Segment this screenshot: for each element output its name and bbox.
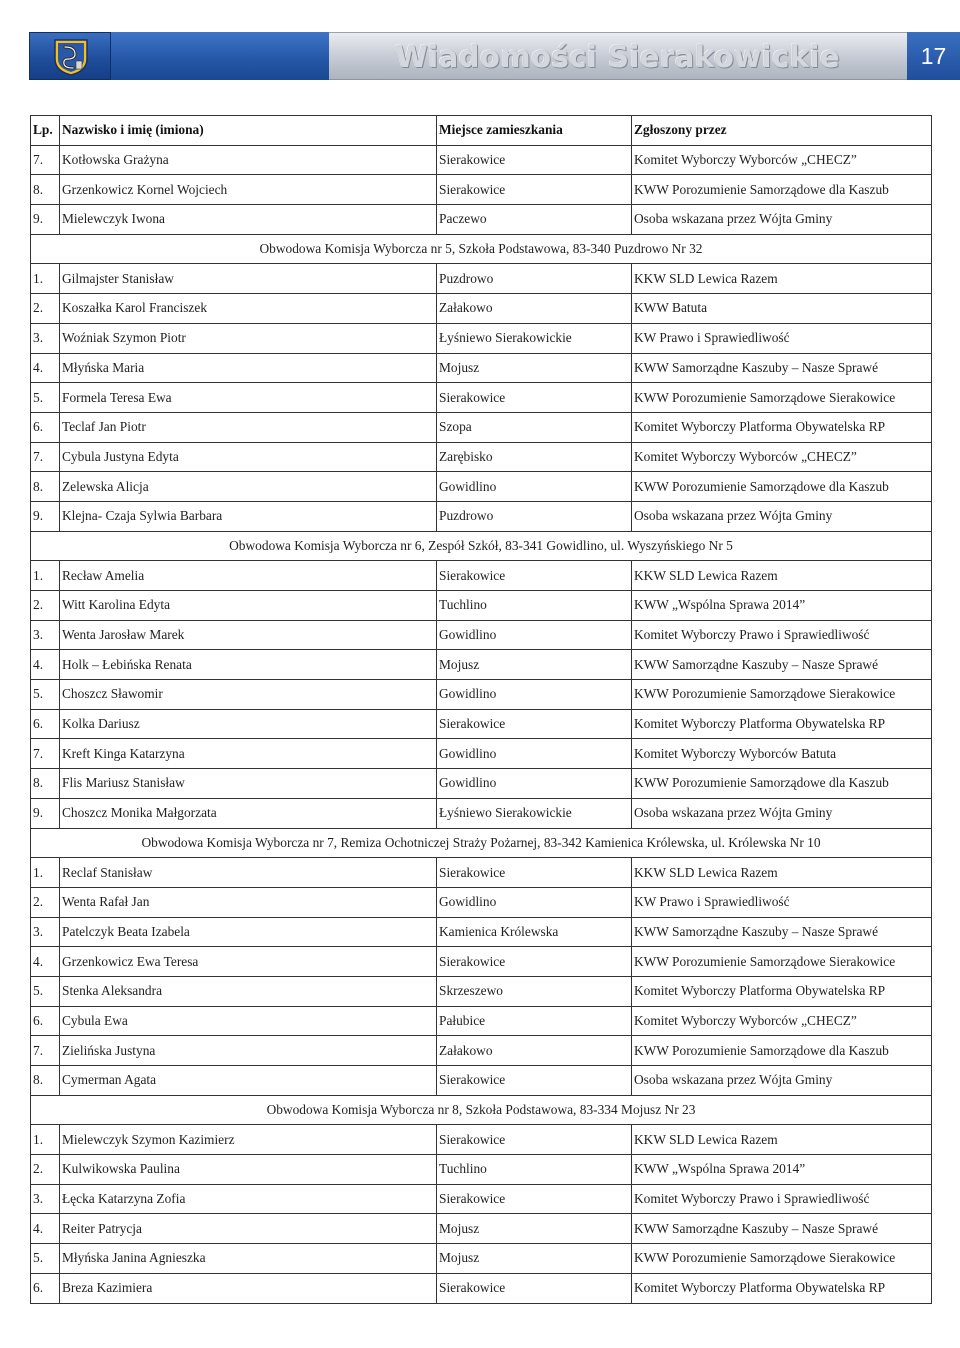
table-row bbox=[31, 947, 932, 977]
cell-nominated-by: KWW Batuta bbox=[632, 294, 932, 324]
cell-residence: Gowidlino bbox=[437, 472, 632, 502]
cell-nominated-by: Komitet Wyborczy Wyborców „CHECZ” bbox=[632, 442, 932, 472]
cell-lp: 7. bbox=[31, 145, 60, 175]
cell-residence: Gowidlino bbox=[437, 680, 632, 710]
cell-residence: Łyśniewo Sierakowickie bbox=[437, 323, 632, 353]
cell-residence: Załakowo bbox=[437, 294, 632, 324]
commission-title: Obwodowa Komisja Wyborcza nr 7, Remiza Ochotniczej Straży Pożarnej, 83-342 Kamienica Królewska, ul. Królewska Nr 10 bbox=[31, 828, 932, 858]
cell-name: Kreft Kinga Katarzyna bbox=[60, 739, 437, 769]
column-header-nominated-by: Zgłoszony przez bbox=[632, 116, 932, 146]
cell-lp: 1. bbox=[31, 1125, 60, 1155]
cell-residence: Szopa bbox=[437, 412, 632, 442]
table-row bbox=[31, 709, 932, 739]
cell-lp: 3. bbox=[31, 620, 60, 650]
cell-nominated-by: Osoba wskazana przez Wójta Gminy bbox=[632, 798, 932, 828]
table-row bbox=[31, 650, 932, 680]
cell-residence: Sierakowice bbox=[437, 709, 632, 739]
column-header-lp: Lp. bbox=[31, 116, 60, 146]
table-row bbox=[31, 620, 932, 650]
cell-residence: Mojusz bbox=[437, 1244, 632, 1274]
cell-name: Formela Teresa Ewa bbox=[60, 383, 437, 413]
cell-residence: Gowidlino bbox=[437, 739, 632, 769]
table-row bbox=[31, 591, 932, 621]
cell-name: Zielińska Justyna bbox=[60, 1036, 437, 1066]
table-row bbox=[31, 1125, 932, 1155]
table-row bbox=[31, 769, 932, 799]
column-header-name: Nazwisko i imię (imiona) bbox=[60, 116, 437, 146]
cell-nominated-by: KKW SLD Lewica Razem bbox=[632, 264, 932, 294]
cell-residence: Sierakowice bbox=[437, 1125, 632, 1155]
table-row bbox=[31, 917, 932, 947]
cell-lp: 6. bbox=[31, 412, 60, 442]
table-row bbox=[31, 887, 932, 917]
table-row bbox=[31, 1273, 932, 1303]
cell-residence: Skrzeszewo bbox=[437, 976, 632, 1006]
commission-members-table bbox=[30, 115, 932, 1304]
cell-lp: 4. bbox=[31, 650, 60, 680]
cell-name: Grzenkowicz Kornel Wojciech bbox=[60, 175, 437, 205]
coat-of-arms-icon bbox=[51, 37, 91, 77]
table-row bbox=[31, 472, 932, 502]
table-row bbox=[31, 264, 932, 294]
table-row bbox=[31, 739, 932, 769]
cell-residence: Puzdrowo bbox=[437, 264, 632, 294]
cell-lp: 1. bbox=[31, 858, 60, 888]
cell-residence: Sierakowice bbox=[437, 858, 632, 888]
table-row bbox=[31, 858, 932, 888]
cell-lp: 3. bbox=[31, 917, 60, 947]
cell-name: Młyńska Janina Agnieszka bbox=[60, 1244, 437, 1274]
table-row bbox=[31, 442, 932, 472]
cell-lp: 2. bbox=[31, 591, 60, 621]
cell-lp: 3. bbox=[31, 323, 60, 353]
cell-name: Wenta Jarosław Marek bbox=[60, 620, 437, 650]
cell-nominated-by: KWW Porozumienie Samorządowe dla Kaszub bbox=[632, 472, 932, 502]
cell-name: Mielewczyk Iwona bbox=[60, 205, 437, 235]
cell-residence: Gowidlino bbox=[437, 769, 632, 799]
cell-lp: 2. bbox=[31, 1155, 60, 1185]
cell-name: Mielewczyk Szymon Kazimierz bbox=[60, 1125, 437, 1155]
cell-residence: Pałubice bbox=[437, 1006, 632, 1036]
cell-name: Witt Karolina Edyta bbox=[60, 591, 437, 621]
cell-name: Teclaf Jan Piotr bbox=[60, 412, 437, 442]
cell-lp: 4. bbox=[31, 947, 60, 977]
cell-residence: Gowidlino bbox=[437, 887, 632, 917]
cell-residence: Sierakowice bbox=[437, 947, 632, 977]
cell-lp: 4. bbox=[31, 1214, 60, 1244]
cell-lp: 7. bbox=[31, 442, 60, 472]
cell-name: Flis Mariusz Stanisław bbox=[60, 769, 437, 799]
cell-residence: Załakowo bbox=[437, 1036, 632, 1066]
table-row bbox=[31, 1006, 932, 1036]
cell-nominated-by: Komitet Wyborczy Platforma Obywatelska RP bbox=[632, 1273, 932, 1303]
cell-lp: 8. bbox=[31, 1066, 60, 1096]
publication-title: Wiadomości Sierakowickie bbox=[395, 40, 841, 74]
cell-residence: Mojusz bbox=[437, 650, 632, 680]
header-band-blue bbox=[111, 32, 329, 80]
table-row bbox=[31, 1036, 932, 1066]
cell-nominated-by: KWW Samorządne Kaszuby – Nasze Sprawé bbox=[632, 353, 932, 383]
cell-lp: 8. bbox=[31, 175, 60, 205]
cell-lp: 1. bbox=[31, 561, 60, 591]
cell-name: Cymerman Agata bbox=[60, 1066, 437, 1096]
cell-residence: Tuchlino bbox=[437, 1155, 632, 1185]
cell-nominated-by: KWW Porozumienie Samorządowe dla Kaszub bbox=[632, 1036, 932, 1066]
cell-nominated-by: KW Prawo i Sprawiedliwość bbox=[632, 323, 932, 353]
section-header-row bbox=[31, 1095, 932, 1125]
cell-name: Patelczyk Beata Izabela bbox=[60, 917, 437, 947]
cell-residence: Sierakowice bbox=[437, 145, 632, 175]
cell-name: Choszcz Monika Małgorzata bbox=[60, 798, 437, 828]
cell-name: Wenta Rafał Jan bbox=[60, 887, 437, 917]
cell-lp: 2. bbox=[31, 294, 60, 324]
cell-nominated-by: Osoba wskazana przez Wójta Gminy bbox=[632, 1066, 932, 1096]
cell-nominated-by: Komitet Wyborczy Wyborców „CHECZ” bbox=[632, 145, 932, 175]
cell-nominated-by: KWW Porozumienie Samorządowe Sierakowice bbox=[632, 680, 932, 710]
table-row bbox=[31, 1244, 932, 1274]
cell-nominated-by: Komitet Wyborczy Platforma Obywatelska RP bbox=[632, 976, 932, 1006]
section-header-row bbox=[31, 234, 932, 264]
cell-lp: 1. bbox=[31, 264, 60, 294]
cell-lp: 5. bbox=[31, 383, 60, 413]
commission-title: Obwodowa Komisja Wyborcza nr 5, Szkoła Podstawowa, 83-340 Puzdrowo Nr 32 bbox=[31, 234, 932, 264]
cell-residence: Sierakowice bbox=[437, 561, 632, 591]
table-row bbox=[31, 205, 932, 235]
cell-nominated-by: Komitet Wyborczy Wyborców Batuta bbox=[632, 739, 932, 769]
page-number: 17 bbox=[907, 32, 960, 80]
cell-lp: 7. bbox=[31, 1036, 60, 1066]
cell-lp: 5. bbox=[31, 976, 60, 1006]
table-row bbox=[31, 412, 932, 442]
cell-nominated-by: KWW Samorządne Kaszuby – Nasze Sprawé bbox=[632, 917, 932, 947]
section-header-row bbox=[31, 531, 932, 561]
cell-lp: 6. bbox=[31, 709, 60, 739]
cell-nominated-by: KWW Samorządne Kaszuby – Nasze Sprawé bbox=[632, 1214, 932, 1244]
table-row bbox=[31, 1155, 932, 1185]
table-row bbox=[31, 1066, 932, 1096]
cell-name: Choszcz Sławomir bbox=[60, 680, 437, 710]
table-row bbox=[31, 680, 932, 710]
cell-residence: Sierakowice bbox=[437, 1184, 632, 1214]
cell-name: Reclaf Stanisław bbox=[60, 858, 437, 888]
cell-name: Cybula Ewa bbox=[60, 1006, 437, 1036]
cell-residence: Kamienica Królewska bbox=[437, 917, 632, 947]
logo-panel bbox=[29, 32, 111, 80]
cell-name: Klejna- Czaja Sylwia Barbara bbox=[60, 501, 437, 531]
table-row bbox=[31, 976, 932, 1006]
cell-lp: 2. bbox=[31, 887, 60, 917]
cell-name: Cybula Justyna Edyta bbox=[60, 442, 437, 472]
cell-lp: 5. bbox=[31, 1244, 60, 1274]
cell-residence: Gowidlino bbox=[437, 620, 632, 650]
table-row bbox=[31, 1214, 932, 1244]
table-header-row bbox=[31, 116, 932, 146]
cell-residence: Sierakowice bbox=[437, 1273, 632, 1303]
cell-residence: Paczewo bbox=[437, 205, 632, 235]
cell-nominated-by: Komitet Wyborczy Platforma Obywatelska RP bbox=[632, 709, 932, 739]
table-row bbox=[31, 1184, 932, 1214]
cell-residence: Łyśniewo Sierakowickie bbox=[437, 798, 632, 828]
cell-lp: 9. bbox=[31, 798, 60, 828]
cell-nominated-by: Komitet Wyborczy Prawo i Sprawiedliwość bbox=[632, 1184, 932, 1214]
cell-name: Breza Kazimiera bbox=[60, 1273, 437, 1303]
cell-name: Młyńska Maria bbox=[60, 353, 437, 383]
table-row bbox=[31, 175, 932, 205]
cell-nominated-by: Komitet Wyborczy Wyborców „CHECZ” bbox=[632, 1006, 932, 1036]
cell-residence: Sierakowice bbox=[437, 175, 632, 205]
cell-residence: Sierakowice bbox=[437, 383, 632, 413]
cell-lp: 5. bbox=[31, 680, 60, 710]
cell-name: Woźniak Szymon Piotr bbox=[60, 323, 437, 353]
table-row bbox=[31, 798, 932, 828]
cell-name: Recław Amelia bbox=[60, 561, 437, 591]
cell-nominated-by: KWW „Wspólna Sprawa 2014” bbox=[632, 1155, 932, 1185]
cell-nominated-by: KKW SLD Lewica Razem bbox=[632, 1125, 932, 1155]
cell-lp: 6. bbox=[31, 1006, 60, 1036]
section-header-row bbox=[31, 828, 932, 858]
cell-name: Kulwikowska Paulina bbox=[60, 1155, 437, 1185]
table-row bbox=[31, 501, 932, 531]
cell-lp: 9. bbox=[31, 205, 60, 235]
cell-nominated-by: Komitet Wyborczy Prawo i Sprawiedliwość bbox=[632, 620, 932, 650]
table-row bbox=[31, 294, 932, 324]
cell-nominated-by: KWW Porozumienie Samorządowe Sierakowice bbox=[632, 947, 932, 977]
cell-nominated-by: KW Prawo i Sprawiedliwość bbox=[632, 887, 932, 917]
cell-name: Kolka Dariusz bbox=[60, 709, 437, 739]
cell-nominated-by: KWW Porozumienie Samorządowe Sierakowice bbox=[632, 383, 932, 413]
cell-name: Reiter Patrycja bbox=[60, 1214, 437, 1244]
cell-residence: Mojusz bbox=[437, 1214, 632, 1244]
page-header bbox=[29, 32, 947, 80]
cell-residence: Zarębisko bbox=[437, 442, 632, 472]
cell-residence: Mojusz bbox=[437, 353, 632, 383]
cell-name: Gilmajster Stanisław bbox=[60, 264, 437, 294]
cell-nominated-by: Osoba wskazana przez Wójta Gminy bbox=[632, 205, 932, 235]
cell-nominated-by: KWW Porozumienie Samorządowe Sierakowice bbox=[632, 1244, 932, 1274]
cell-residence: Tuchlino bbox=[437, 591, 632, 621]
cell-name: Holk – Łebińska Renata bbox=[60, 650, 437, 680]
table-row bbox=[31, 353, 932, 383]
cell-nominated-by: KWW Samorządne Kaszuby – Nasze Sprawé bbox=[632, 650, 932, 680]
cell-nominated-by: Komitet Wyborczy Platforma Obywatelska RP bbox=[632, 412, 932, 442]
commission-title: Obwodowa Komisja Wyborcza nr 6, Zespół Szkół, 83-341 Gowidlino, ul. Wyszyńskiego Nr 5 bbox=[31, 531, 932, 561]
cell-nominated-by: KKW SLD Lewica Razem bbox=[632, 561, 932, 591]
cell-nominated-by: KKW SLD Lewica Razem bbox=[632, 858, 932, 888]
cell-lp: 4. bbox=[31, 353, 60, 383]
table-row bbox=[31, 383, 932, 413]
cell-name: Zelewska Alicja bbox=[60, 472, 437, 502]
cell-lp: 6. bbox=[31, 1273, 60, 1303]
cell-lp: 3. bbox=[31, 1184, 60, 1214]
cell-residence: Puzdrowo bbox=[437, 501, 632, 531]
cell-lp: 9. bbox=[31, 501, 60, 531]
cell-name: Kotłowska Grażyna bbox=[60, 145, 437, 175]
table-row bbox=[31, 561, 932, 591]
cell-name: Koszałka Karol Franciszek bbox=[60, 294, 437, 324]
cell-lp: 7. bbox=[31, 739, 60, 769]
column-header-residence: Miejsce zamieszkania bbox=[437, 116, 632, 146]
cell-name: Stenka Aleksandra bbox=[60, 976, 437, 1006]
cell-name: Łęcka Katarzyna Zofia bbox=[60, 1184, 437, 1214]
cell-lp: 8. bbox=[31, 769, 60, 799]
table-row bbox=[31, 145, 932, 175]
cell-lp: 8. bbox=[31, 472, 60, 502]
cell-nominated-by: KWW Porozumienie Samorządowe dla Kaszub bbox=[632, 769, 932, 799]
cell-nominated-by: KWW Porozumienie Samorządowe dla Kaszub bbox=[632, 175, 932, 205]
cell-nominated-by: KWW „Wspólna Sprawa 2014” bbox=[632, 591, 932, 621]
cell-nominated-by: Osoba wskazana przez Wójta Gminy bbox=[632, 501, 932, 531]
cell-name: Grzenkowicz Ewa Teresa bbox=[60, 947, 437, 977]
table-row bbox=[31, 323, 932, 353]
header-title-band bbox=[329, 32, 907, 80]
cell-residence: Sierakowice bbox=[437, 1066, 632, 1096]
commission-title: Obwodowa Komisja Wyborcza nr 8, Szkoła Podstawowa, 83-334 Mojusz Nr 23 bbox=[31, 1095, 932, 1125]
